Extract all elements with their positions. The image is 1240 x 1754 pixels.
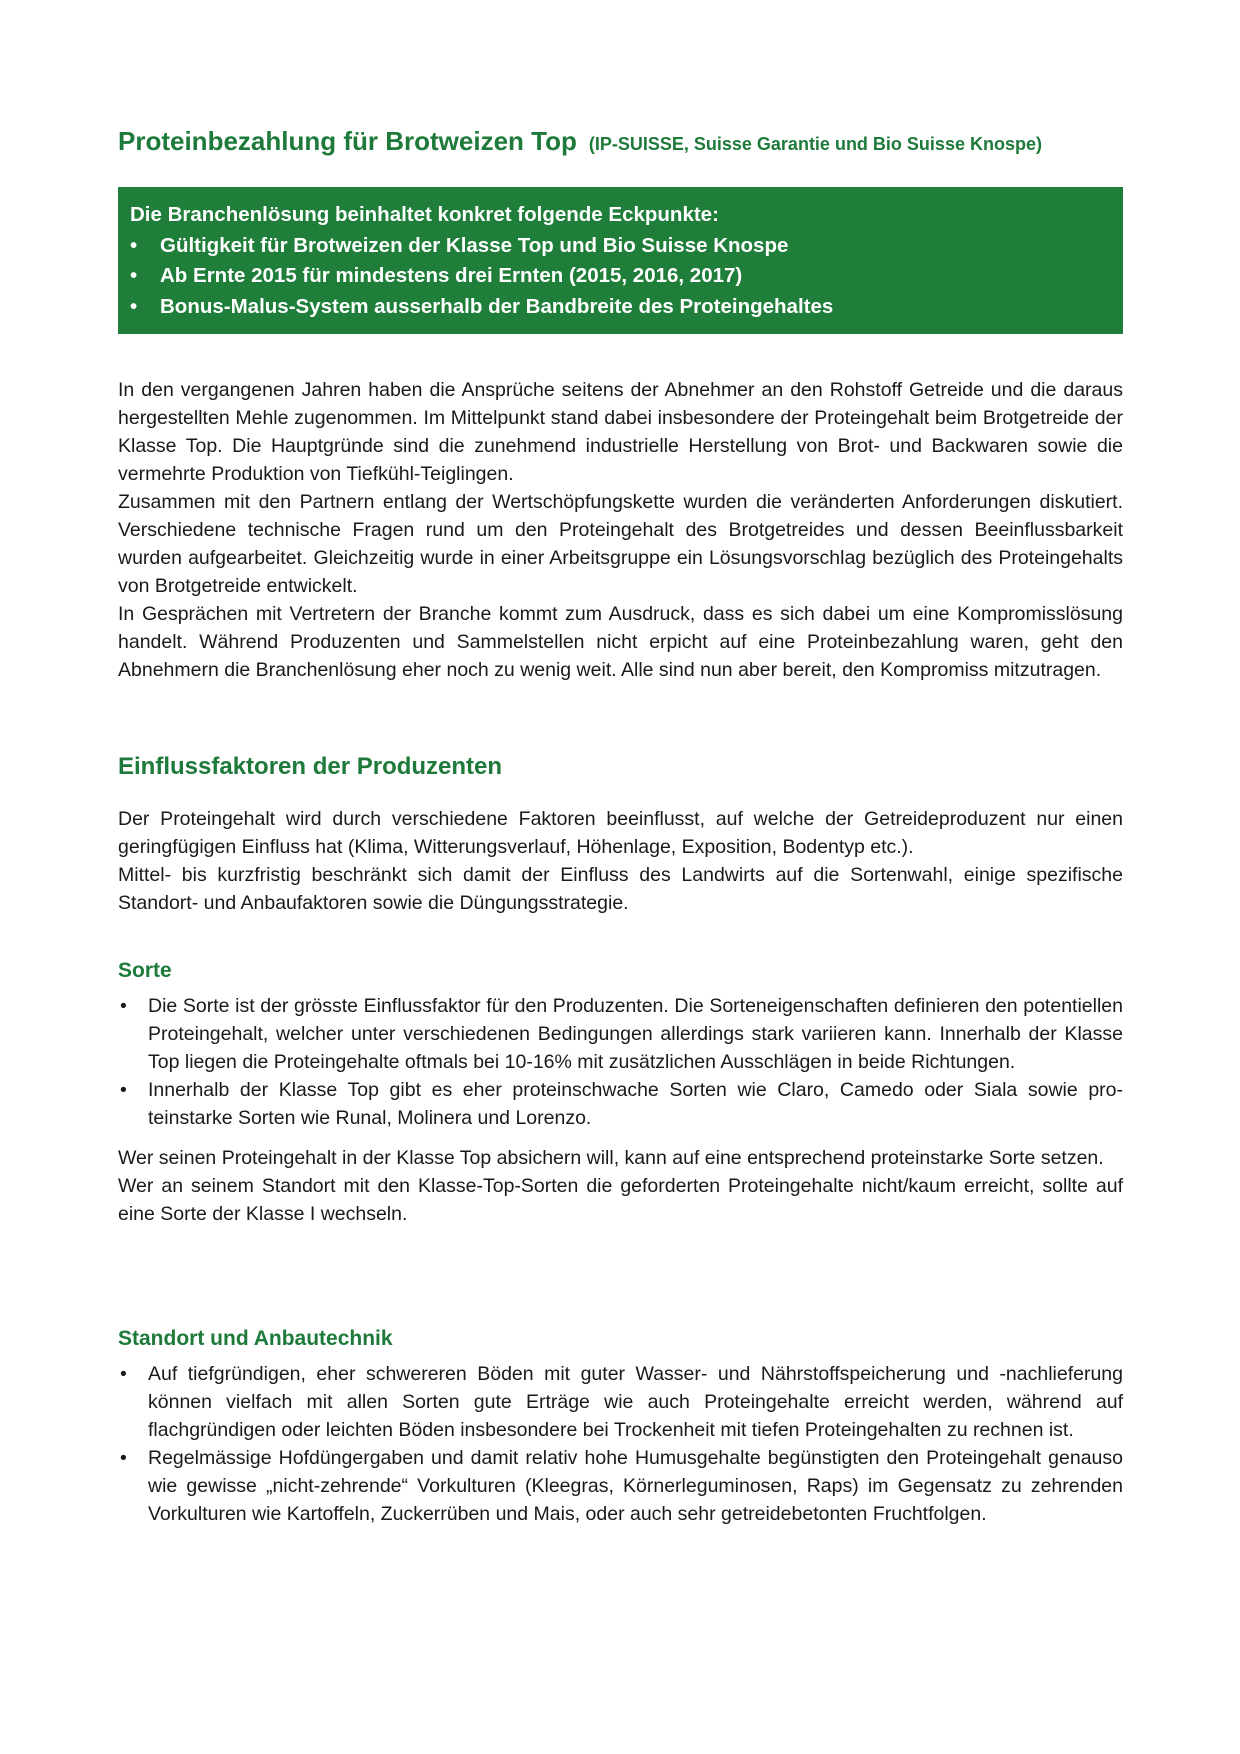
intro-paragraph: Zusammen mit den Partnern entlang der Wertschöpfungskette wurden die veränderten Anforderungen diskutiert. Verschiedene technische Fragen rund um den Proteingehalt des Brotgetreides und dessen Beeinflussbarkeit wurden aufgearbeitet. Gleichzeitig wurde in einer Arbeitsgruppe ein Lösungsvorschlag bezüglich des Proteingehalts von Brotgetreide entwickelt. <box>118 491 1123 597</box>
sorte-bullet-list <box>118 992 1123 1132</box>
sorte-paragraph: Wer an seinem Standort mit den Klasse-Top-Sorten die geforderten Proteingehalte nicht/kaum erreicht, sollte auf eine Sorte der Klasse I wechseln. <box>118 1175 1123 1225</box>
bullet-item: • Auf tiefgründigen, eher schwereren Böden mit guter Wasser- und Nährstoffspeicherung und -nachlieferung können vielfach mit allen Sorten gute Erträge wie auch Proteingehalte erreicht werden, während auf flachgründigen oder leichten Böden insbesondere bei Trockenheit mit tiefen Proteingehalten zu rechnen ist. <box>118 1360 1123 1444</box>
sorte-content <box>118 992 1123 1228</box>
subsection-heading-sorte: Sorte <box>118 959 172 982</box>
intro-paragraph: In den vergangenen Jahren haben die Ansprüche seitens der Abnehmer an den Rohstoff Getreide und die daraus hergestellten Mehle zugenommen. Im Mittelpunkt stand dabei insbesondere der Proteingehalt beim Brotgetreide der Klasse Top. Die Hauptgründe sind die zunehmend industrielle Herstellung von Brot- und Backwaren sowie die vermehrte Produktion von Tiefkühl-Teiglingen. <box>118 379 1123 485</box>
section-paragraph: Der Proteingehalt wird durch verschiedene Faktoren beeinflusst, auf welche der Getreideproduzent nur einen geringfügigen Einfluss hat (Klima, Witterungsverlauf, Höhenlage, Exposition, Bodentyp etc.). <box>118 808 1123 858</box>
standort-content <box>118 1360 1123 1528</box>
section-paragraph: Mittel- bis kurzfristig beschränkt sich damit der Einfluss des Landwirts auf die Sortenwahl, einige spezifische Standort- und Anbaufaktoren sowie die Düngungsstrategie. <box>118 864 1123 914</box>
key-point-item: • Ab Ernte 2015 für mindestens drei Ernten (2015, 2016, 2017) <box>130 261 1111 292</box>
intro-paragraph: In Gesprächen mit Vertretern der Branche kommt zum Ausdruck, dass es sich dabei um eine Kompromisslösung handelt. Während Produzenten und Sammelstellen nicht erpicht auf eine Proteinbezahlung waren, geht den Abnehmern die Branchenlösung eher noch zu wenig weit. Alle sind nun aber bereit, den Kompromiss mitzutragen. <box>118 603 1123 681</box>
einflussfaktoren-text <box>118 805 1123 917</box>
intro-text <box>118 376 1123 684</box>
bullet-item: • Regelmässige Hofdüngergaben und damit relativ hohe Humusgehalte begünstigten den Proteingehalt genauso wie gewisse „nicht-zehrende“ Vorkulturen (Kleegras, Körnerleguminosen, Raps) im Gegensatz zu zehrenden Vorkulturen wie Kartoffeln, Zuckerrüben und Mais, oder auch sehr getreidebetonten Fruchtfolgen. <box>118 1444 1123 1528</box>
page-title: Proteinbezahlung für Brotweizen Top <box>118 126 577 156</box>
bullet-item: • Innerhalb der Klasse Top gibt es eher proteinschwache Sorten wie Claro, Camedo oder Siala sowie proteinstarke Sorten wie Runal, Molinera und Lorenzo. <box>118 1076 1123 1132</box>
key-points-list <box>130 231 1111 323</box>
sorte-paragraph: Wer seinen Proteingehalt in der Klasse Top absichern will, kann auf eine entsprechend proteinstarke Sorte setzen. <box>118 1147 1104 1169</box>
key-point-item: • Bonus-Malus-System ausserhalb der Bandbreite des Proteingehaltes <box>130 292 1111 323</box>
key-points-intro: Die Branchenlösung beinhaltet konkret folgende Eckpunkte: <box>130 203 719 226</box>
title-row <box>118 126 1123 157</box>
standort-bullet-list <box>118 1360 1123 1528</box>
bullet-item: • Die Sorte ist der grösste Einflussfaktor für den Produzenten. Die Sorteneigenschaften definieren den potentiellen Proteingehalt, welcher unter verschiedenen Bedingungen allerdings stark variieren kann. Innerhalb der Klasse Top liegen die Proteingehalte oftmals bei 10-16% mit zusätzlichen Ausschlägen in beide Richtungen. <box>118 992 1123 1076</box>
key-points-box <box>118 187 1123 334</box>
key-point-item: • Gültigkeit für Brotweizen der Klasse Top und Bio Suisse Knospe <box>130 231 1111 262</box>
page-subtitle: (IP-SUISSE, Suisse Garantie und Bio Suisse Knospe) <box>588 134 1042 154</box>
subsection-heading-standort: Standort und Anbautechnik <box>118 1327 393 1350</box>
section-heading-einflussfaktoren: Einflussfaktoren der Produzenten <box>118 753 503 780</box>
